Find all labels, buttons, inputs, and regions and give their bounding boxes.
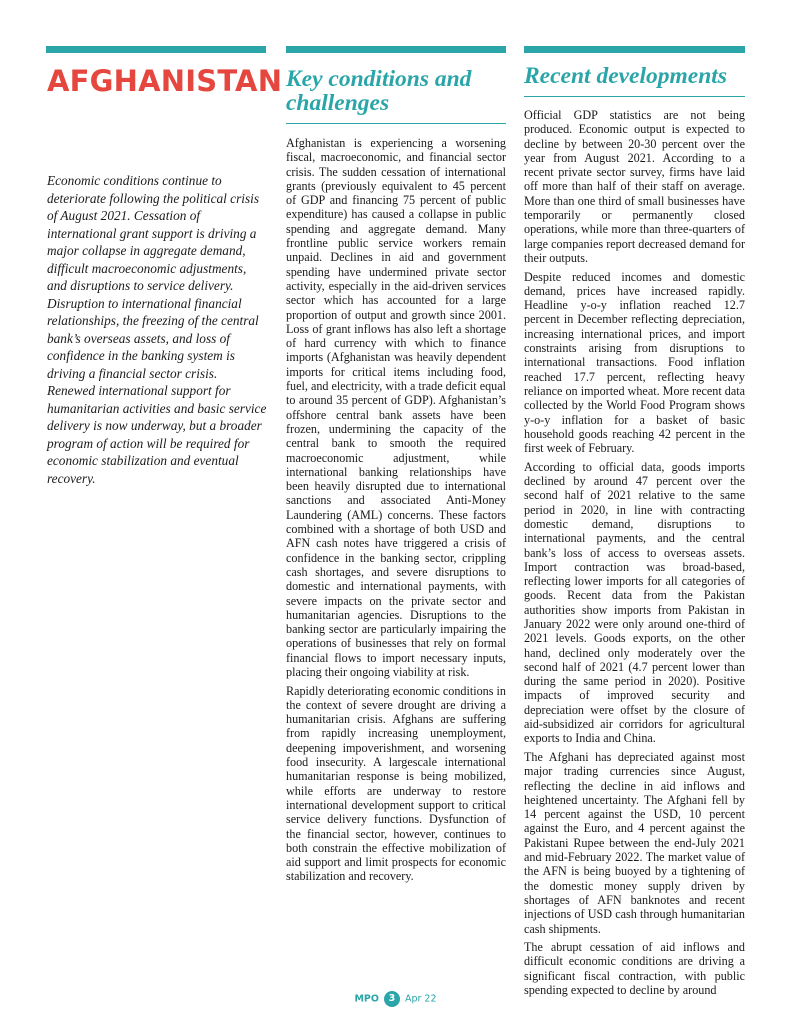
page-number-badge: 3 — [384, 991, 400, 1007]
recent-developments-paragraph: Official GDP statistics are not being produced. Economic output is expected to decline by between 20-30 percent over the year from August 2021. According to a recent private sector survey, firms have laid off more than half of their staff on average. More than one third of small businesses have temporarily or permanently closed operations, while more than three-quarters of large companies report decreased demand for their outputs. — [524, 108, 745, 265]
key-conditions-paragraph: Afghanistan is experiencing a worsening fiscal, macroeconomic, and financial sector crisis. The sudden cessation of international grants (previously equivalent to 45 percent of GDP and financing 75 percent of public expenditure) has caused a collapse in public spending and aggregate demand. Many frontline public service workers remain unpaid. Declines in aid and government spending have undermined private sector activity, especially in the aid-driven services sector which has accounted for a large proportion of output and growth since 2001. Loss of grant inflows has also left a shortage of hard currency with which to finance imports (Afghanistan was heavily dependent imports for critical items including food, fuel, and electricity, with a trade deficit equal to around 35 percent of GDP). Afghanistan’s offshore central bank assets have been frozen, undermining the capacity of the central bank to smooth the required macroeconomic adjustment, while international banking relationships have been heavily disrupted due to international sanctions and associated Anti-Money Laundering (AML) concerns. These factors combined with a shortage of both USD and AFN cash notes have triggered a crisis of confidence in the banking sector, crippling cash shortages, and severe disruptions to domestic and international payments, with severe impacts on the private sector and humanitarian agencies. Disruptions to the banking sector are particularly impairing the operations of businesses that rely on formal financial flows to import necessary inputs, placing their ongoing viability at risk. — [286, 136, 507, 679]
key-conditions-paragraph: Rapidly deteriorating economic conditions in the context of severe drought are driving a humanitarian crisis. Afghans are suffering from rapidly increasing unemployment, deepening impoverishment, and worsening food insecurity. A largescale international humanitarian response is being mobilized, while efforts are underway to restore international development support to critical service delivery functions. Dysfunction of the financial sector, however, continues to both constrain the effective mobilization of aid support and limit prospects for economic stabilization and recovery. — [286, 683, 506, 884]
recent-developments-column — [524, 64, 745, 1002]
recent-developments-heading: Recent developments — [524, 63, 727, 89]
key-conditions-heading: Key conditions and challenges — [286, 66, 472, 116]
page-footer — [0, 991, 791, 1007]
accent-bar-middle — [286, 46, 506, 53]
country-title: AFGHANISTAN — [47, 64, 283, 98]
accent-bar-left — [46, 46, 266, 53]
recent-developments-paragraph: The Afghani has depreciated against most major trading currencies since August, reflecting the decline in aid inflows and heightened uncertainty. The Afghani fell by 14 percent against the USD, 10 percent against the Euro, and 4 percent against the Pakistani Rupee between the end-July 2021 and mid-February 2022. The market value of the AFN is being buoyed by a tightening of the domestic money supply driven by shortages of AFN banknotes and recent injections of USD cash through humanitarian cash shipments. — [524, 749, 745, 936]
recent-developments-paragraph: Despite reduced incomes and domestic demand, prices have increased rapidly. Headline y-o-y inflation reached 12.7 percent in December reflecting depreciation, increasing international prices, and import constraints arising from disruptions to international transactions. Food inflation reached 17.7 percent, reflecting heavy reliance on imported wheat. More recent data collected by the World Food Program shows y-o-y inflation for a basket of basic household goods reaching 42 percent in the first week of February. — [524, 269, 745, 456]
summary-text: Economic conditions continue to deteriorate following the political crisis of August 2021. Cessation of international grant support is driving a major collapse in aggregate demand, difficult macroeconomic adjustments, and disruptions to service delivery. Disruption to international financial relationships, the freezing of the central bank’s overseas assets, and loss of confidence in the banking system is driving a financial sector crisis. Renewed international support for humanitarian activities and basic service delivery is now underway, but a broader program of action will be required for economic stabilization and eventual recovery. — [47, 173, 267, 486]
recent-developments-paragraph: The abrupt cessation of aid inflows and difficult economic conditions are driving a significant fiscal contraction, with public spending expected to decline by around — [524, 940, 745, 997]
accent-bar-right — [524, 46, 745, 53]
recent-developments-body — [524, 108, 745, 997]
footer-label: MPO — [354, 993, 379, 1005]
key-conditions-column — [286, 67, 506, 888]
footer-date: Apr 22 — [404, 993, 437, 1005]
key-conditions-rule — [286, 123, 506, 124]
key-conditions-body — [286, 136, 506, 884]
recent-developments-paragraph: According to official data, goods imports declined by around 47 percent over the second half of 2021 relative to the same period in 2020, in line with contracting domestic demand, disruptions to international payments, and the central bank’s loss of access to overseas assets. Import contraction was broad-based, reflecting lower imports for all categories of goods. Recent data from the Pakistan authorities show imports from Pakistan in January 2022 were only around one-third of 2021 levels. Goods exports, on the other hand, declined only moderately over the second half of 2021 (4.7 percent lower than during the same period in 2020). Positive impacts of improved security and depreciation were offset by the closure of aid-subsidized air corridors for agricultural exports to India and China. — [524, 459, 745, 746]
recent-developments-rule — [524, 96, 745, 97]
